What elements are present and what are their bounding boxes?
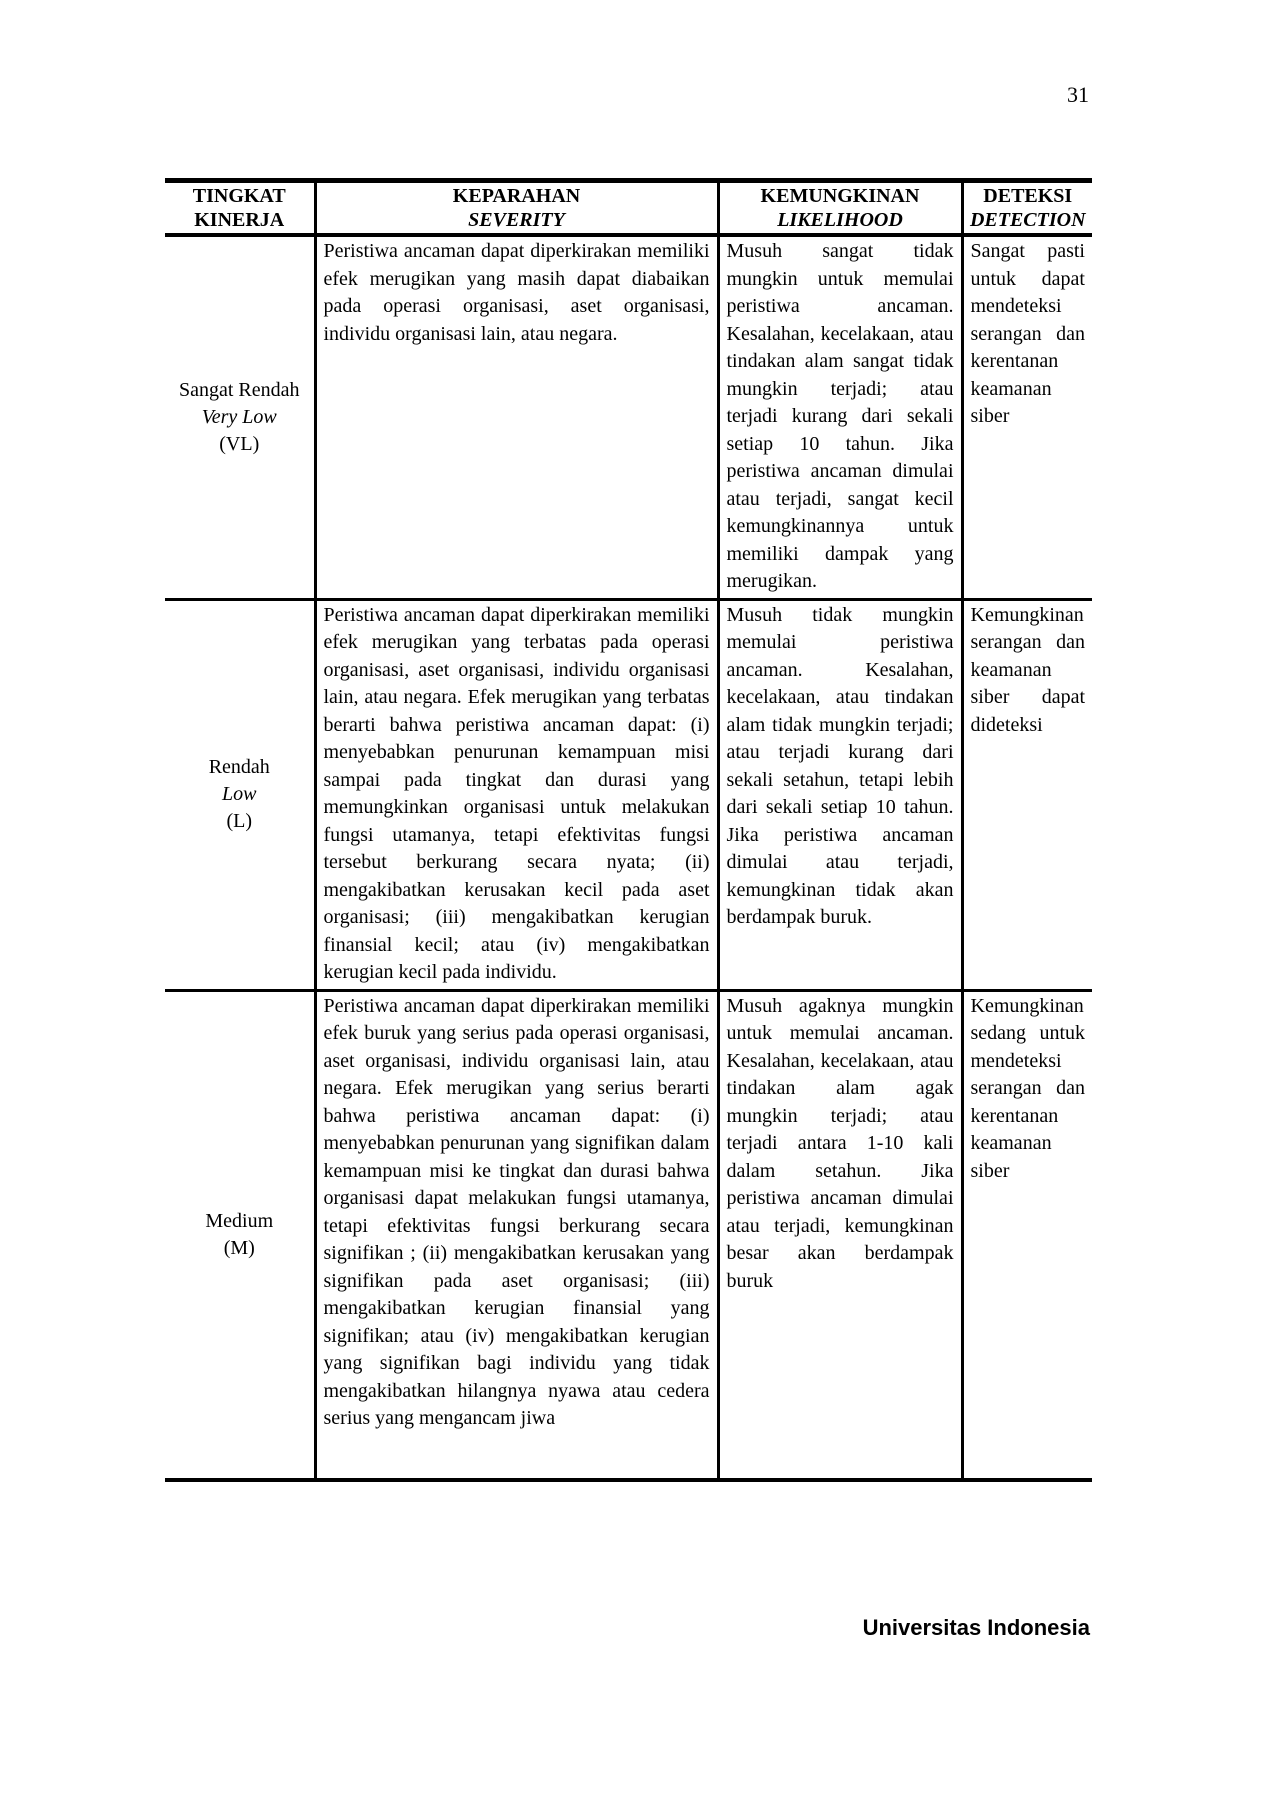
detection-cell-medium: Kemungkinan sedang untuk mendeteksi serangan dan kerentanan keamanan siber: [962, 990, 1092, 1480]
level-english-name: Low: [222, 783, 257, 805]
likelihood-cell-medium: Musuh agaknya mungkin untuk memulai ancaman. Kesalahan, kecelakaan, atau tindakan alam agak mungkin terjadi; atau terjadi antara 1-10 kali dalam setahun. Jika peristiwa ancaman dimulai atau terjadi, kemungkinan besar akan berdampak buruk: [718, 990, 962, 1480]
level-cell-very-low: [165, 235, 315, 599]
header-performance-level-label: TINGKAT KINERJA: [192, 185, 286, 231]
table-row-very-low: [165, 235, 1092, 599]
header-severity-label: KEPARAHAN: [452, 185, 581, 207]
header-severity-english: SEVERITY: [468, 209, 565, 231]
likelihood-cell-very-low: Musuh sangat tidak mungkin untuk memulai peristiwa ancaman. Kesalahan, kecelakaan, atau tindakan alam sangat tidak mungkin terjadi; atau terjadi kurang dari sekali setiap 10 tahun. Jika peristiwa ancaman dimulai atau terjadi, sangat kecil kemungkinannya untuk memiliki dampak yang merugikan.: [718, 235, 962, 599]
footer-university-name: Universitas Indonesia: [862, 1615, 1090, 1640]
table-header-row: [165, 181, 1092, 236]
level-english-name: Very Low: [201, 405, 277, 428]
header-detection-english: DETECTION: [969, 209, 1086, 231]
likelihood-cell-low: Musuh tidak mungkin memulai peristiwa ancaman. Kesalahan, kecelakaan, atau tindakan alam tidak mungkin terjadi; atau terjadi kurang dari sekali setahun, tetapi lebih dari sekali setiap 10 tahun. Jika peristiwa ancaman dimulai atau terjadi, kemungkinan tidak akan berdampak buruk.: [718, 599, 962, 990]
level-cell-low: [165, 599, 315, 990]
table-row-medium: [165, 990, 1092, 1480]
severity-cell-medium: Peristiwa ancaman dapat diperkirakan memiliki efek buruk yang serius pada operasi organisasi, aset organisasi, individu organisasi lain, atau negara. Efek merugikan yang serius berarti bahwa peristiwa ancaman dapat: (i) menyebabkan penurunan yang signifikan dalam kemampuan misi ke tingkat dan durasi bahwa organisasi dapat melakukan fungsi utamanya, tetapi efektivitas fungsi berkurang secara signifikan ; (ii) mengakibatkan kerusakan yang signifikan pada aset organisasi; (iii) mengakibatkan kerugian finansial yang signifikan; atau (iv) mengakibatkan kerugian yang signifikan bagi individu yang tidak mengakibatkan hilangnya nyawa atau cedera serius yang mengancam jiwa: [315, 990, 718, 1480]
header-severity: [315, 181, 718, 236]
detection-cell-very-low: Sangat pasti untuk dapat mendeteksi serangan dan kerentanan keamanan siber: [962, 235, 1092, 599]
risk-level-table: [165, 178, 1092, 1482]
level-name: Rendah: [208, 756, 270, 778]
detection-cell-low: Kemungkinan serangan dan keamanan siber dapat dideteksi: [962, 599, 1092, 990]
level-code: (L): [226, 810, 253, 832]
severity-cell-very-low: Peristiwa ancaman dapat diperkirakan memiliki efek merugikan yang masih dapat diabaikan pada operasi organisasi, aset organisasi, individu organisasi lain, atau negara.: [315, 235, 718, 599]
header-detection: [962, 181, 1092, 236]
header-performance-level: [165, 181, 315, 236]
table-row-low: [165, 599, 1092, 990]
header-likelihood: [718, 181, 962, 236]
page-number: 31: [1067, 82, 1089, 107]
header-likelihood-label: KEMUNGKINAN: [760, 185, 920, 207]
level-name: Medium: [205, 1209, 274, 1232]
header-likelihood-english: LIKELIHOOD: [777, 209, 903, 231]
level-code: (M): [223, 1236, 255, 1259]
level-cell-medium: [165, 990, 315, 1480]
header-detection-label: DETEKSI: [983, 185, 1073, 207]
severity-cell-low: Peristiwa ancaman dapat diperkirakan memiliki efek merugikan yang terbatas pada operasi organisasi, aset organisasi, individu organisasi lain, atau negara. Efek merugikan yang terbatas berarti bahwa peristiwa ancaman dapat: (i) menyebabkan penurunan kemampuan misi sampai pada tingkat dan durasi yang memungkinkan organisasi untuk melakukan fungsi utamanya, tetapi efektivitas fungsi tersebut berkurang secara nyata; (ii) mengakibatkan kerusakan kecil pada aset organisasi; (iii) mengakibatkan kerugian finansial kecil; atau (iv) mengakibatkan kerugian kecil pada individu.: [315, 599, 718, 990]
level-name: Sangat Rendah: [178, 378, 300, 401]
level-code: (VL): [219, 432, 260, 455]
